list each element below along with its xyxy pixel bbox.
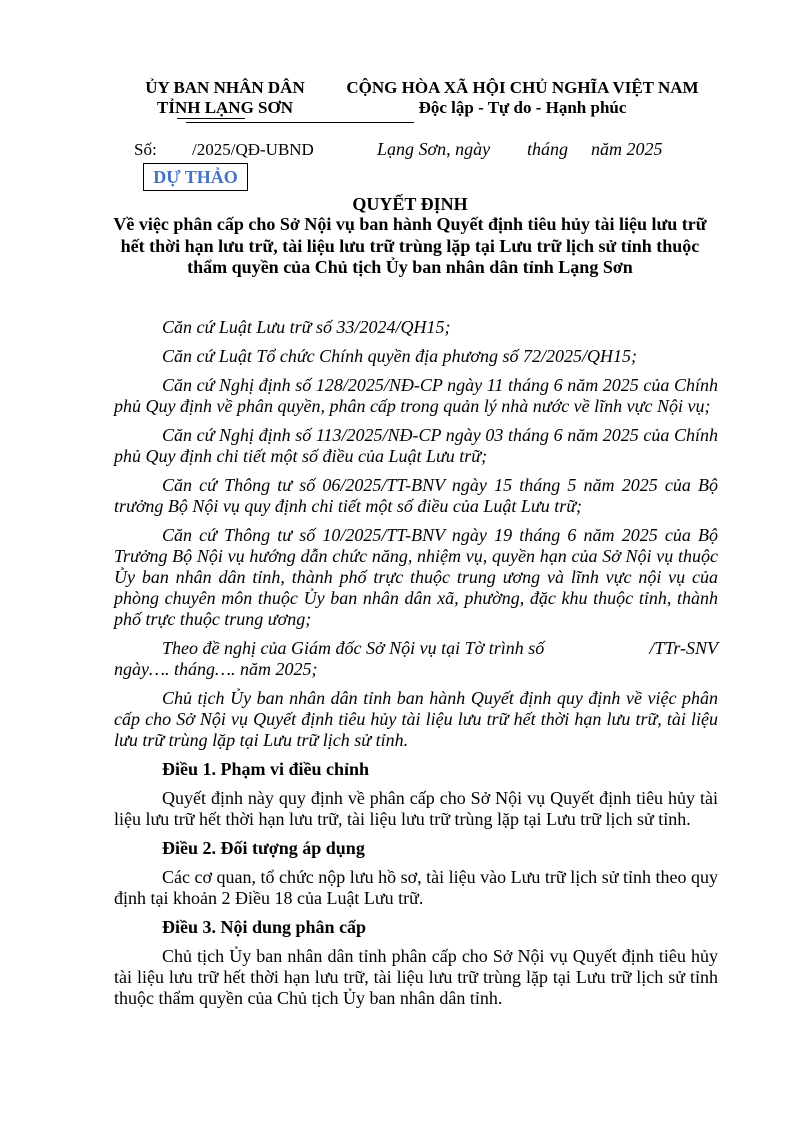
basis-3: Căn cứ Nghị định số 128/2025/NĐ-CP ngày 11 tháng 6 năm 2025 của Chính phủ Quy định về phân quyền, phân cấp trong quản lý nhà nước về lĩnh vực Nội vụ; bbox=[114, 375, 718, 416]
article-1-text: Quyết định này quy định về phân cấp cho Sở Nội vụ Quyết định tiêu hủy tài liệu lưu trữ hết thời hạn lưu trữ, tài liệu lưu trữ trùng lặp tại Lưu trữ lịch sử tỉnh. bbox=[114, 788, 718, 829]
basis-4: Căn cứ Nghị định số 113/2025/NĐ-CP ngày 03 tháng 6 năm 2025 của Chính phủ Quy định chi tiết một số điều của Luật Lưu trữ; bbox=[114, 425, 718, 466]
decision-intro: Chủ tịch Ủy ban nhân dân tỉnh ban hành Quyết định quy định về việc phân cấp cho Sở Nội vụ Quyết định tiêu hủy tài liệu lưu trữ hết thời hạn lưu trữ, tài liệu lưu trữ trùng lặp tại Lưu trữ lịch sử tỉnh. bbox=[114, 688, 718, 750]
basis-2: Căn cứ Luật Tổ chức Chính quyền địa phương số 72/2025/QH15; bbox=[162, 346, 638, 366]
basis-6: Căn cứ Thông tư số 10/2025/TT-BNV ngày 19 tháng 6 năm 2025 của Bộ Trưởng Bộ Nội vụ hướng dẫn chức năng, nhiệm vụ, quyền hạn của Sở Nội vụ thuộc Ủy ban nhân dân tỉnh, thành phố trực thuộc trung ương và lĩnh vực nội vụ của phòng chuyên môn thuộc Ủy ban nhân dân xã, phường, đặc khu thuộc tỉnh, thành phố trực thuộc trung ương; bbox=[114, 525, 718, 629]
national-motto: Độc lập - Tự do - Hạnh phúc bbox=[418, 98, 627, 117]
draft-stamp: DỰ THẢO bbox=[143, 163, 248, 191]
proposal-text: Theo đề nghị của Giám đốc Sở Nội vụ tại Tờ trình số bbox=[162, 638, 545, 658]
agency-name: ỦY BAN NHÂN DÂN bbox=[145, 78, 305, 97]
proposal bbox=[114, 638, 718, 680]
article-1-heading: Điều 1. Phạm vi điều chỉnh bbox=[162, 759, 370, 779]
doc-number-value: /2025/QĐ-UBND bbox=[192, 140, 314, 159]
decision-title: QUYẾT ĐỊNH bbox=[352, 194, 468, 214]
date-year: năm 2025 bbox=[591, 139, 663, 159]
document-body bbox=[114, 317, 718, 1009]
basis-1: Căn cứ Luật Lưu trữ số 33/2024/QH15; bbox=[162, 317, 451, 337]
date-month: tháng bbox=[527, 139, 569, 159]
proposal-date: ngày…. tháng…. năm 2025; bbox=[114, 659, 318, 679]
basis-5: Căn cứ Thông tư số 06/2025/TT-BNV ngày 15 tháng 5 năm 2025 của Bộ trưởng Bộ Nội vụ quy định chi tiết một số điều của Luật Lưu trữ; bbox=[114, 475, 718, 516]
motto-underline bbox=[186, 122, 414, 123]
doc-number-label: Số: bbox=[134, 140, 157, 159]
article-3-heading: Điều 3. Nội dung phân cấp bbox=[162, 917, 367, 937]
article-3-text: Chủ tịch Ủy ban nhân dân tỉnh phân cấp cho Sở Nội vụ Quyết định tiêu hủy tài liệu lưu trữ hết thời hạn lưu trữ, tài liệu lưu trữ trùng lặp tại Lưu trữ lịch sử tỉnh thuộc thẩm quyền của Chủ tịch Ủy ban nhân dân tỉnh. bbox=[114, 946, 718, 1008]
province-name: TỈNH LẠNG SƠN bbox=[156, 98, 294, 117]
proposal-number: /TTr-SNV bbox=[649, 638, 718, 658]
national-title: CỘNG HÒA XÃ HỘI CHỦ NGHĨA VIỆT NAM bbox=[346, 78, 699, 97]
decision-subject: Về việc phân cấp cho Sở Nội vụ ban hành Quyết định tiêu hủy tài liệu lưu trữ hết thời hạn lưu trữ, tài liệu lưu trữ trùng lặp tại Lưu trữ lịch sử tỉnh thuộc thẩm quyền của Chủ tịch Ủy ban nhân dân tỉnh Lạng Sơn bbox=[113, 214, 707, 277]
date-place: Lạng Sơn, ngày bbox=[377, 139, 491, 159]
article-2-heading: Điều 2. Đối tượng áp dụng bbox=[162, 838, 365, 858]
article-2-text: Các cơ quan, tổ chức nộp lưu hồ sơ, tài liệu vào Lưu trữ lịch sử tỉnh theo quy định tại khoản 2 Điều 18 của Luật Lưu trữ. bbox=[114, 867, 718, 908]
agency-underline bbox=[177, 118, 245, 119]
